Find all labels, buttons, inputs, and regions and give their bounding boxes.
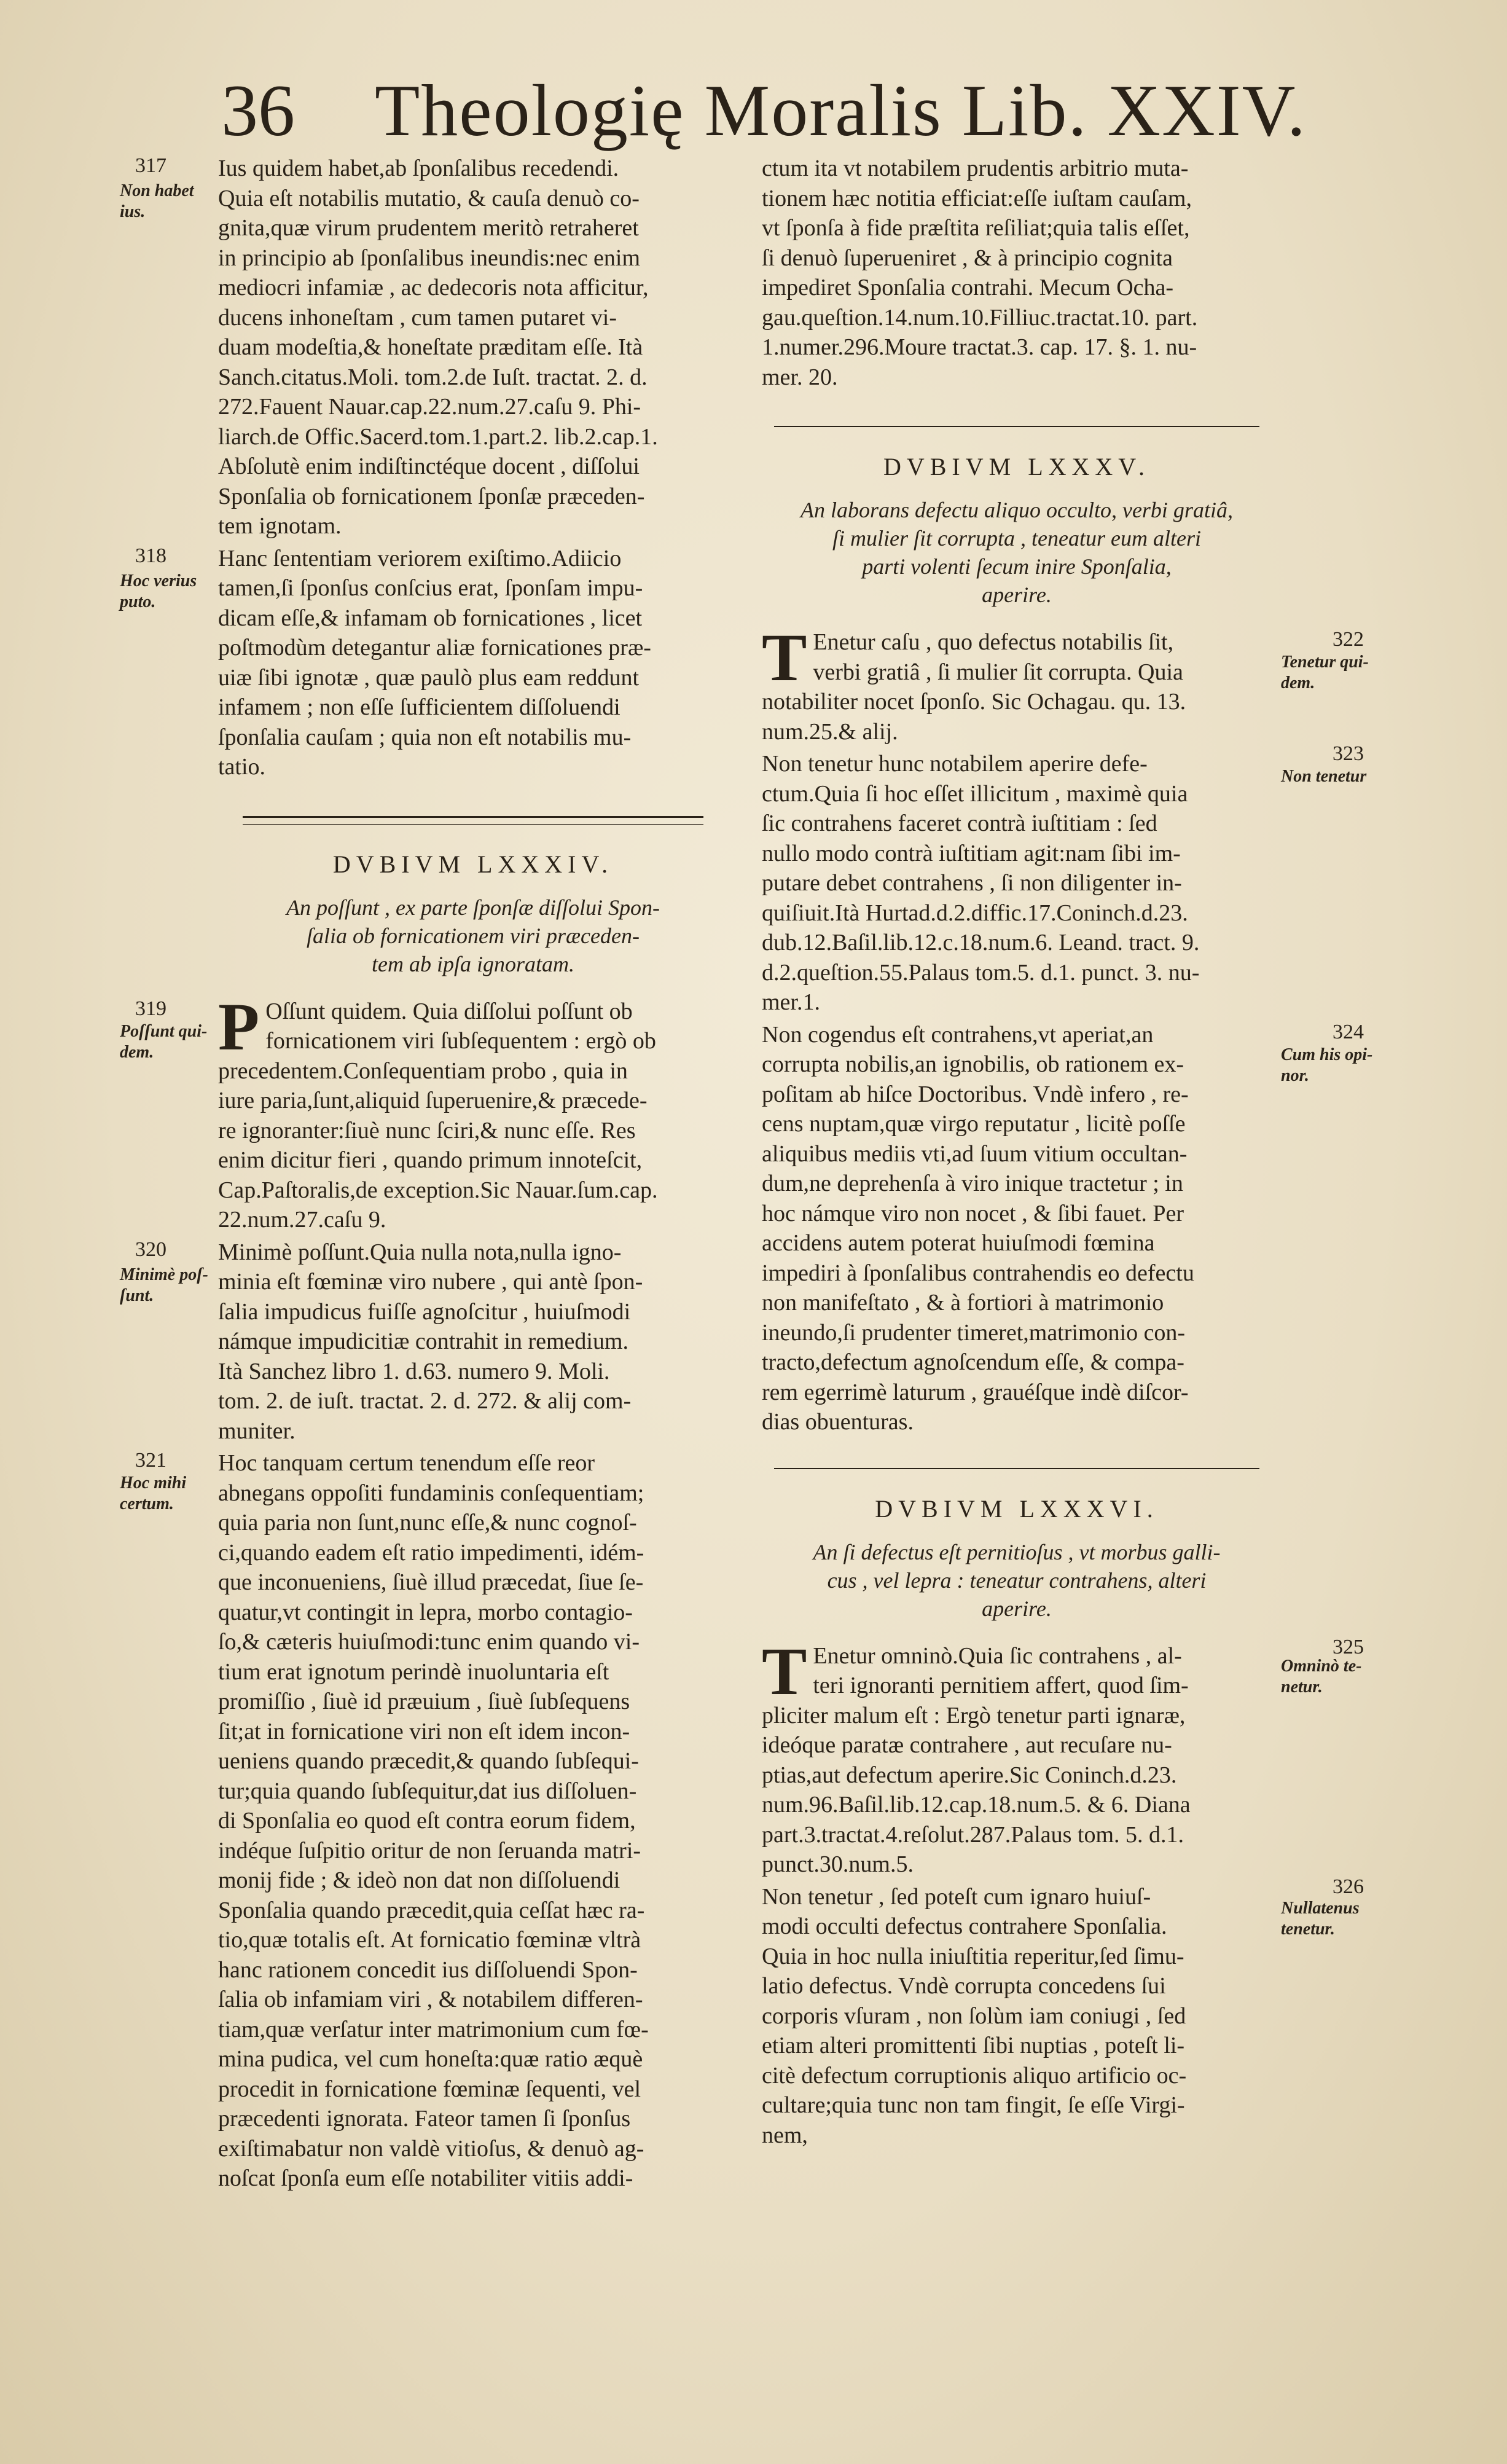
- paragraph-321: [120, 1448, 728, 2194]
- page-number: 36: [221, 69, 295, 151]
- drop-cap: T: [762, 620, 807, 695]
- paragraph-317: [120, 154, 728, 541]
- marginal-number: 324: [1333, 1020, 1364, 1043]
- marginal-number: 320: [135, 1238, 166, 1261]
- marginal-note: Nullatenus tenetur.: [1281, 1898, 1360, 1939]
- page-header: [221, 68, 1307, 154]
- paragraph-text: Ius quidem habet,ab ſponſalibus recedendi. Quia eſt notabilis mutatio, & cauſa denuò co- gnita,quæ virum prudentem meritò retraheret in principio ab ſponſalibus ineundis:nec enim mediocri infamiæ , ac dedecoris nota afficitur, ducens inhoneſtam , cum tamen putaret vi- duam modeſtia,& honeſtate præditam eſſe. Ità Sanch.citatus.Moli. tom.2.de Iuſt. tractat. 2. d. 272.Fauent Nauar.cap.22.num.27.caſu 9. Phi- liarch.de Offic.Sacerd.tom.1.part.2. lib.2.cap.1. Abſolutè enim indiſtinctéque docent , diſſolui Sponſalia ob fornicationem ſponſæ præceden- tem ignotam.: [218, 155, 658, 539]
- marginal-number: 319: [135, 997, 166, 1020]
- marginal-number: 318: [135, 544, 166, 567]
- dubium-85-question: An laborans defectu aliquo occulto, verbi gratiâ, ſi mulier ſit corrupta , teneatur eum alteri parti volenti ſecum inire Sponſalia, aperire.: [800, 498, 1233, 607]
- paragraph-326: [762, 1875, 1364, 2151]
- paragraph-text: Enetur caſu , quo defectus notabilis ſit, verbi gratiâ , ſi mulier ſit corrupta. Quia notabiliter nocet ſponſo. Sic Ochagau. qu. 13. num.25.& alij.: [762, 629, 1186, 745]
- paragraph-319: [120, 989, 728, 1235]
- paragraph-322: [762, 620, 1369, 747]
- section-rule: [774, 426, 1259, 427]
- marginal-note: Minimè poſ- ſunt.: [120, 1265, 208, 1305]
- marginal-note: Hoc mihi certum.: [120, 1473, 187, 1513]
- dubium-84-heading: DVBIVM LXXXIV.: [332, 850, 614, 878]
- paragraph-text: Minimè poſſunt.Quia nulla nota,nulla igno- minia eſt fœminæ viro nubere , qui antè ſpon- ſalia impudicus fuiſſe agnoſcitur , huiuſmodi námque impudicitiæ contrahit in remedium. Ità Sanchez libro 1. d.63. numero 9. Moli. tom. 2. de iuſt. tractat. 2. d. 272. & alij com- muniter.: [218, 1239, 643, 1444]
- paragraph-text: Enetur omninò.Quia ſic contrahens , al- teri ignoranti pernitiem affert, quod ſim- pliciter malum eſt : Ergò tenetur parti ignaræ, ideóque paratæ contrahere , aut recuſare nu- ptias,aut defectum aperire.Sic Coninch.d.23. num.96.Baſil.lib.12.cap.18.num.5. & 6. Diana part.3.tractat.4.reſolut.287.Palaus tom. 5. d.1. punct.30.num.5.: [762, 1642, 1191, 1877]
- marginal-number: 325: [1333, 1635, 1364, 1658]
- paragraph-text: Non cogendus eſt contrahens,vt aperiat,an corrupta nobilis,an ignobilis, ob rationem ex- poſitam ab hiſce Doctoribus. Vndè infero , re- cens nuptam,quæ virgo reputatur , licitè poſſe aliquibus mediis vti,ad ſuum vitium occultan- dum,ne deprehenſa à viro inique tractetur ; in hoc námque viro non nocet , & ſibi fauet. Per accidens autem poterat huiuſmodi fœmina impediri à ſponſalibus contrahendis eo defectu non manifeſtato , & à fortiori à matrimonio ineundo,ſi prudenter timeret,matrimonio con- tracto,defectum agnoſcendum eſſe, & compa- rem egerrimè laturum , grauéſque indè diſcor- dias obuenturas.: [762, 1021, 1194, 1435]
- marginal-number: 317: [135, 154, 166, 177]
- marginal-note: Omninò te- netur.: [1281, 1656, 1362, 1697]
- paragraph-323: [762, 742, 1367, 1018]
- drop-cap: T: [762, 1633, 807, 1709]
- paragraph-text: ctum ita vt notabilem prudentis arbitrio muta- tionem hæc notitia efficiat:eſſe iuſtam cauſam, vt ſponſa à fide præſtita reſiliat;quia talis eſſet, ſi denuò ſuperueniret , & à principio cognita impediret Sponſalia contrahi. Mecum Ocha- gau.queſtion.14.num.10.Filliuc.tractat.10. part. 1.numer.296.Moure tractat.3. cap. 17. §. 1. nu- mer. 20.: [762, 155, 1198, 390]
- paragraph-318: [120, 544, 728, 782]
- marginal-number: 326: [1333, 1875, 1364, 1898]
- paragraph-320: [120, 1238, 728, 1446]
- paragraph-text: Oſſunt quidem. Quia diſſolui poſſunt ob fornicationem viri ſubſequentem : ergò ob precedentem.Conſequentiam probo , quia in iure paria,ſunt,aliquid ſuperuenire,& præcede- re ignoranter:ſiuè nunc ſciri,& nunc eſſe. Res enim dicitur fieri , quando primum innoteſcit, Cap.Paſtoralis,de exception.Sic Nauar.ſum.cap. 22.num.27.caſu 9.: [218, 998, 658, 1233]
- marginal-number: 321: [135, 1449, 166, 1472]
- paragraph-text: Non tenetur , ſed poteſt cum ignaro huiuſ- modi occulti defectus contrahere Sponſalia. Quia in hoc nulla iniuſtitia reperitur,ſed ſimu- latio defectus. Vndè corrupta concedens ſui corporis vſuram , non ſolùm iam coniugi , ſed etiam alteri promittenti ſibi nuptias , poteſt li- citè defectum corruptionis aliquo artificio oc- cultare;quia tunc non tam fingit, ſe eſſe Virgi- nem,: [762, 1883, 1187, 2148]
- paragraph-text: Hoc tanquam certum tenendum eſſe reor abnegans oppoſiti fundaminis conſequentiam; quia paria non ſunt,nunc eſſe,& nunc cognoſ- ci,quando eadem eſt ratio impedimenti, idém- que inconueniens, ſiuè illud præcedat, ſiue ſe- quatur,vt contingit in lepra, morbo contagio- ſo,& cæteris huiuſmodi:tunc enim quando vi- tium erat ignotum perindè inuoluntaria eſt promiſſio , ſiuè id præuium , ſiuè ſubſequens ſit;at in fornicatione viri non eſt idem incon- ueniens quando præcedit,& quando ſubſequi- tur;quia quando ſubſequitur,dat ius diſſoluen- di Sponſalia eo quod eſt contra eorum fidem, indéque ſuſpitio oritur de non ſeruanda matri- monij fide ; & ideò non dat non diſſoluendi Sponſalia quando præcedit,quia ceſſat hæc ra- tio,quæ totalis eſt. At fornicatio fœminæ vltrà hanc rationem concedit ius diſſoluendi Spon- ſalia ob infamiam viri , & notabilem differen- tiam,quæ verſatur inter matrimonium cum fœ- mina pudica, vel cum honeſta:quæ ratio æquè procedit in fornicatione fœminæ ſequenti, vel præcedenti ignorata. Fateor tamen ſi ſponſus exiſtimabatur non valdè vitioſus, & denuò ag- noſcat ſponſa eum eſſe notabiliter vitiis addi-: [218, 1450, 649, 2191]
- section-rule: [243, 816, 703, 825]
- marginal-note: Non tenetur: [1281, 767, 1367, 786]
- right-column: [762, 154, 1373, 2150]
- paragraph-324: [762, 1020, 1373, 1437]
- marginal-note: Poſſunt qui- dem.: [120, 1021, 208, 1062]
- paragraph-325: [762, 1633, 1364, 1880]
- running-title: Theologię Moralis Lib. XXIV.: [375, 69, 1307, 151]
- marginal-note: Hoc verius puto.: [120, 571, 197, 611]
- left-column: [120, 154, 728, 2194]
- dubium-86-question: An ſi defectus eſt pernitioſus , vt morbus galli- cus , vel lepra : teneatur contrahens, alteri aperire.: [813, 1539, 1221, 1621]
- marginal-number: 323: [1333, 742, 1364, 765]
- section-rule: [774, 1468, 1259, 1469]
- marginal-note: Cum his opi- nor.: [1281, 1045, 1373, 1085]
- marginal-number: 322: [1333, 628, 1364, 651]
- dubium-86-heading: DVBIVM LXXXVI.: [875, 1494, 1159, 1523]
- paragraph-text: Hanc ſententiam veriorem exiſtimo.Adiicio tamen,ſi ſponſus conſcius erat, ſponſam impu- dicam eſſe,& infamam ob fornicationes , licet poſtmodùm detegantur aliæ fornicationes præ- uiæ ſibi ignotæ , quæ paulò plus eam reddunt infamem ; non eſſe ſufficientem diſſoluendi ſponſalia cauſam ; quia non eſt notabilis mu- tatio.: [218, 545, 651, 780]
- paragraph-continuation: [762, 154, 1272, 392]
- dubium-85-heading: DVBIVM LXXXV.: [883, 453, 1151, 481]
- dubium-84-question: An poſſunt , ex parte ſponſæ diſſolui Spon- ſalia ob fornicationem viri præceden- tem ab ipſa ignoratam.: [286, 895, 660, 976]
- paragraph-text: Non tenetur hunc notabilem aperire defe- ctum.Quia ſi hoc eſſet illicitum , maximè quia ſic contrahens faceret contrà iuſtitiam : ſed nullo modo contrà iuſtitiam agit:nam ſibi im- putare debet contrahens , ſi non diligenter in- quiſiuit.Ità Hurtad.d.2.diffic.17.Coninch.d.23. dub.12.Baſil.lib.12.c.18.num.6. Leand. tract. 9. d.2.queſtion.55.Palaus tom.5. d.1. punct. 3. nu- mer.1.: [762, 751, 1200, 1015]
- marginal-note: Tenetur qui- dem.: [1281, 653, 1369, 693]
- marginal-note: Non habet ius.: [120, 181, 194, 221]
- drop-cap: P: [218, 989, 260, 1064]
